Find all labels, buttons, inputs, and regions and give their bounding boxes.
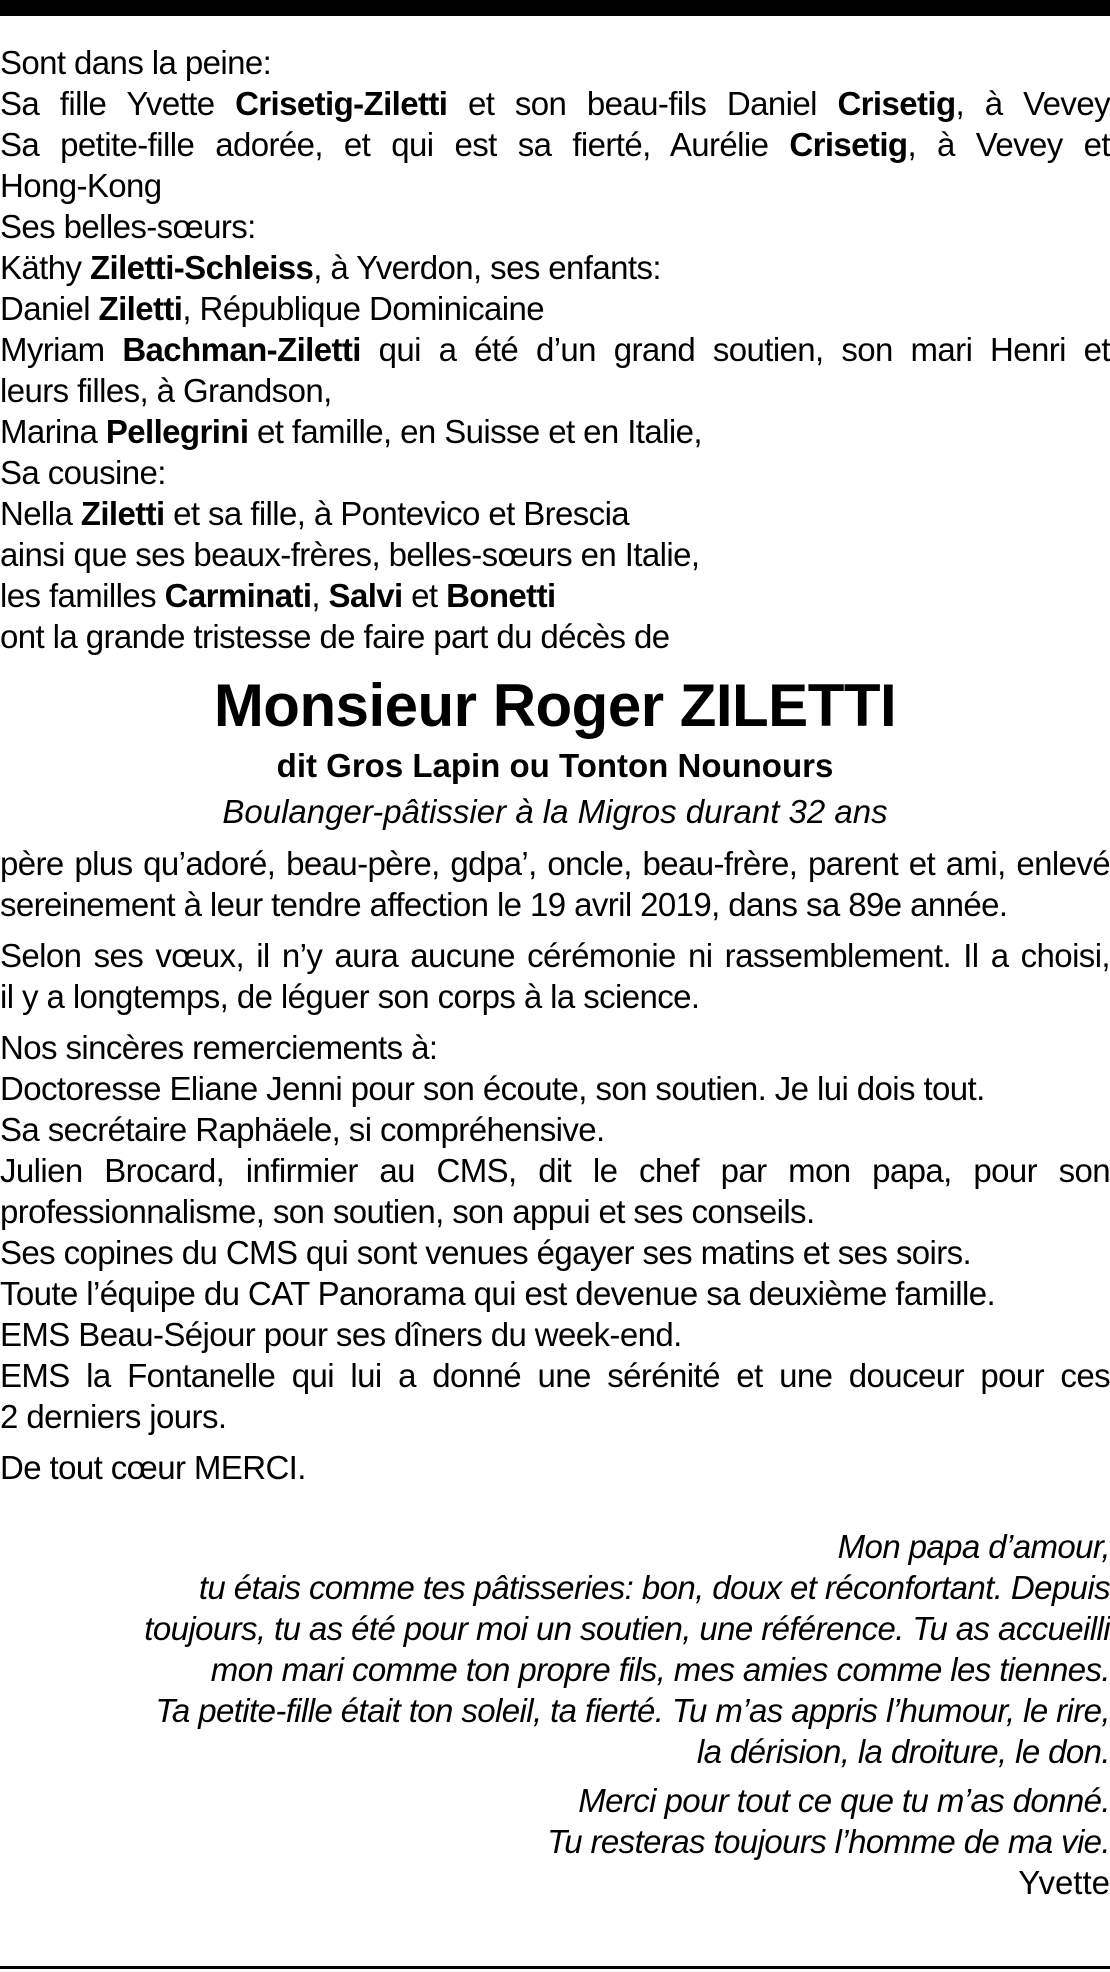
mourner-line: Sa petite-fille adorée, et qui est sa fierté, Aurélie Crisetig, à Vevey et <box>0 126 1110 163</box>
tribute-line: toujours, tu as été pour moi un soutien, une référence. Tu as accueilli <box>144 1610 1110 1647</box>
mourner-line: ainsi que ses beaux-frères, belles-sœurs en Italie, <box>0 536 700 573</box>
tribute-line: Ta petite-fille était ton soleil, ta fierté. Tu m’as appris l’humour, le rire, <box>155 1692 1110 1729</box>
closing-thanks: De tout cœur MERCI. <box>0 1449 306 1486</box>
thanks-item: Doctoresse Eliane Jenni pour son écoute, son soutien. Je lui dois tout. <box>0 1070 985 1107</box>
tribute-line: Merci pour tout ce que tu m’as donné. <box>578 1782 1110 1819</box>
surname: Pellegrini <box>105 413 249 450</box>
death-paragraph: père plus qu’adoré, beau-père, gdpa’, oncle, beau-frère, parent et ami, enlevé sereinement à leur tendre affection le 19 avril 2019, dans sa 89e année. <box>0 845 1110 923</box>
thanks-item: EMS Beau-Séjour pour ses dîners du week-end. <box>0 1316 682 1353</box>
mourner-line: Nella Ziletti et sa fille, à Pontevico et Brescia <box>0 495 630 532</box>
mourners-heading: Sont dans la peine: <box>0 44 272 81</box>
thanks-item: Ses copines du CMS qui sont venues égayer ses matins et ses soirs. <box>0 1234 972 1271</box>
announcement-line: ont la grande tristesse de faire part du décès de <box>0 618 670 655</box>
signature: Yvette <box>1018 1864 1110 1901</box>
mourner-line: Marina Pellegrini et famille, en Suisse et en Italie, <box>0 413 702 450</box>
thanks-section <box>0 1027 1110 1437</box>
surname: Crisetig-Ziletti <box>235 85 448 122</box>
tribute-line: Mon papa d’amour, <box>837 1528 1110 1565</box>
wishes-paragraph: Selon ses vœux, il n’y aura aucune cérémonie ni rassemblement. Il a choisi, il y a longtemps, de léguer son corps à la science. <box>0 937 1110 1015</box>
surname: Ziletti <box>80 495 165 532</box>
deceased-name: Monsieur Roger ZILETTI <box>213 672 897 739</box>
mourner-line: Käthy Ziletti-Schleiss, à Yverdon, ses enfants: <box>0 249 661 286</box>
top-border-rule <box>0 0 1110 16</box>
personal-tribute <box>0 1526 1110 1772</box>
thanks-heading: Nos sincères remerciements à: <box>0 1029 438 1066</box>
thanks-item: Sa secrétaire Raphäele, si compréhensive. <box>0 1111 605 1148</box>
tribute-line: tu étais comme tes pâtisseries: bon, doux et réconfortant. Depuis <box>198 1569 1110 1606</box>
surname: Salvi <box>328 577 403 614</box>
obituary-notice <box>0 42 1110 1903</box>
thanks-item: 2 derniers jours. <box>0 1398 227 1435</box>
surname: Ziletti-Schleiss <box>89 249 314 286</box>
mourners-subheading: Ses belles-sœurs: <box>0 208 256 245</box>
deceased-occupation: Boulanger-pâtissier à la Migros durant 32 ans <box>222 793 888 830</box>
mourner-line: Sa fille Yvette Crisetig-Ziletti et son beau-fils Daniel Crisetig, à Vevey <box>0 85 1110 122</box>
tribute-closing <box>0 1780 1110 1903</box>
mourner-line: Daniel Ziletti, République Dominicaine <box>0 290 544 327</box>
surname: Carminati <box>164 577 312 614</box>
surname: Crisetig <box>837 85 956 122</box>
mourner-line: les familles Carminati, Salvi et Bonetti <box>0 577 556 614</box>
tribute-line: mon mari comme ton propre fils, mes amies comme les tiennes. <box>210 1651 1110 1688</box>
thanks-item: Toute l’équipe du CAT Panorama qui est devenue sa deuxième famille. <box>0 1275 996 1312</box>
surname: Bachman-Ziletti <box>122 331 361 368</box>
mourner-line: Hong-Kong <box>0 167 162 204</box>
mourner-line: leurs filles, à Grandson, <box>0 372 332 409</box>
deceased-nickname: dit Gros Lapin ou Tonton Nounours <box>276 747 834 784</box>
mourners-subheading: Sa cousine: <box>0 454 166 491</box>
mourner-line: Myriam Bachman-Ziletti qui a été d’un grand soutien, son mari Henri et <box>0 331 1110 368</box>
surname: Crisetig <box>789 126 908 163</box>
thanks-item: EMS la Fontanelle qui lui a donné une sérénité et une douceur pour ces <box>0 1357 1110 1394</box>
thanks-item: professionnalisme, son soutien, son appui et ses conseils. <box>0 1193 815 1230</box>
bottom-border-rule <box>0 1966 1110 1969</box>
tribute-line: Tu resteras toujours l’homme de ma vie. <box>547 1823 1110 1860</box>
surname: Ziletti <box>98 290 183 327</box>
surname: Bonetti <box>446 577 556 614</box>
tribute-line: la dérision, la droiture, le don. <box>696 1733 1110 1770</box>
thanks-item: Julien Brocard, infirmier au CMS, dit le chef par mon papa, pour son <box>0 1152 1110 1189</box>
mourners-list <box>0 42 1110 657</box>
